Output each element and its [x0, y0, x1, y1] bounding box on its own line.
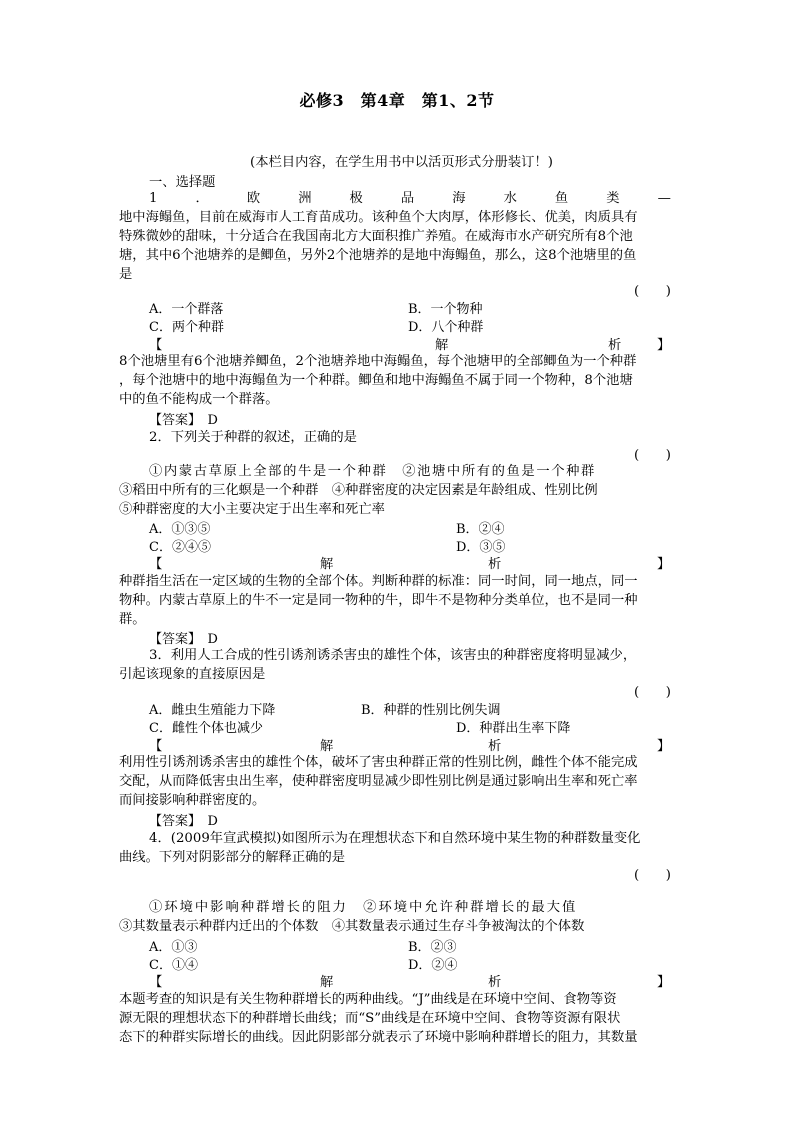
q2-stem: 2．下列关于种群的叙述，正确的是 — [149, 430, 357, 445]
q2-explanation-3: 群。 — [119, 612, 146, 627]
q2-option-b: B．②④ — [456, 522, 505, 537]
q1-option-c: C．两个种群 — [149, 320, 224, 335]
section-heading: 一、选择题 — [149, 175, 216, 190]
q1-answer-bracket: ( ) — [634, 284, 671, 299]
q1-explanation-1: 8个池塘里有6个池塘养鲫鱼，2个池塘养地中海鳎鱼，每个池塘甲的全部鲫鱼为一个种群 — [119, 354, 637, 369]
q1-explanation-2: ，每个池塘中的地中海鳎鱼为一个种群。鲫鱼和地中海鳎鱼不属于同一个物种，8个池塘 — [119, 373, 633, 388]
q4-explanation-1: 本题考查的知识是有关生物种群增长的两种曲线。“J”曲线是在环境中空间、食物等资 — [119, 992, 617, 1007]
q1-line-2: 地中海鳎鱼，目前在威海市人工育苗成功。该种鱼个大肉厚，体形修长、优美，肉质具有 — [119, 210, 638, 225]
q3-stem-1: 3．利用人工合成的性引诱剂诱杀害虫的雄性个体，该害虫的种群密度将明显减少， — [149, 648, 637, 663]
q2-statement-1: ①内蒙古草原上全部的牛是一个种群 ②池塘中所有的鱼是一个种群 — [149, 464, 596, 479]
q1-option-a: A．一个群落 — [149, 302, 224, 317]
q1-line-3: 特殊微妙的甜味，十分适合在我国南北方大面积推广养殖。在威海市水产研究所有8个池 — [119, 229, 633, 244]
q1-line-5: 是 — [119, 267, 133, 282]
q2-statement-3: ⑤种群密度的大小主要决定于出生率和死亡率 — [119, 502, 385, 517]
binding-note: (本栏目内容，在学生用书中以活页形式分册装订！) — [250, 155, 553, 170]
q2-statement-2: ③稻田中所有的三化螟是一个种群 ④种群密度的决定因素是年龄组成、性别比例 — [119, 483, 598, 498]
q1-option-b: B．一个物种 — [408, 302, 483, 317]
q4-stem-1: 4．(2009年宣武模拟)如图所示为在理想状态下和自然环境中某生物的种群数量变化 — [149, 831, 641, 846]
q3-option-b: B．种群的性别比例失调 — [361, 703, 501, 718]
q1-line-4: 塘，其中6个池塘养的是鲫鱼，另外2个池塘养的是地中海鳎鱼，那么，这8个池塘里的鱼 — [119, 248, 637, 263]
q3-explanation-2: 交配，从而降低害虫出生率，使种群密度明显减少即性别比例是通过影响出生率和死亡率 — [119, 774, 638, 789]
q3-option-a: A．雌虫生殖能力下降 — [149, 703, 276, 718]
q4-option-b: B．②③ — [408, 940, 457, 955]
q2-explanation-1: 种群指生活在一定区域的生物的全部个体。判断种群的标准：同一时间，同一地点，同一 — [119, 574, 638, 589]
q2-option-c: C．②④⑤ — [149, 540, 211, 555]
q2-explanation-2: 物种。内蒙古草原上的牛不一定是同一物种的牛，即牛不是物种分类单位，也不是同一种 — [119, 593, 638, 608]
q2-answer: 【答案】 D — [149, 632, 218, 647]
document-page: 必修3 第4章 第1、2节 (本栏目内容，在学生用书中以活页形式分册装订！) 一、选择题 1 ． 欧 洲 极 品 海 水 鱼 类 — 地中海鳎鱼，目前在威海市人工育苗成功。该种鱼个大肉厚，体形修长、优美，肉质具有 特殊微妙的甜味，十分适合在我国南北方大面积推广养殖。在威海市水产研究所有8个池 塘，其中6个池塘养的是鲫鱼，另外2个池塘养的是地中海鳎鱼，那么，这8个池塘里的鱼 是 ( ) A．一个群落 B．一个物种 C．两个种群 D．八个种群 【 解 析 】 8个池塘里有6个池塘养鲫鱼，2个池塘养地中海鳎鱼，每个池塘甲的全部鲫鱼为一个种群 ，每个池塘中的地中海鳎鱼为一个种群。鲫鱼和地中海鳎鱼不属于同一个物种，8个池塘 中的鱼不能构成一个群落。 【答案】 D 2．下列关于种群的叙述，正确的是 ( ) ①内蒙古草原上全部的牛是一个种群 ②池塘中所有的鱼是一个种群 ③稻田中所有的三化螟是一个种群 ④种群密度的决定因素是年龄组成、性别比例 ⑤种群密度的大小主要决定于出生率和死亡率 A．①③⑤ B．②④ C．②④⑤ D．③⑤ 【 解 析 】 种群指生活在一定区域的生物的全部个体。判断种群的标准：同一时间，同一地点，同一 物种。内蒙古草原上的牛不一定是同一物种的牛，即牛不是物种分类单位，也不是同一种 群。 【答案】 D 3．利用人工合成的性引诱剂诱杀害虫的雄性个体，该害虫的种群密度将明显减少， 引起该现象的直接原因是 ( ) A．雌虫生殖能力下降 B．种群的性别比例失调 C．雌性个体也减少 D．种群出生率下降 【 解 析 】 利用性引诱剂诱杀害虫的雄性个体，破坏了害虫种群正常的性别比例，雌性个体不能完成 交配，从而降低害虫出生率，使种群密度明显减少即性别比例是通过影响出生率和死亡率 而间接影响种群密度的。 【答案】 D 4．(2009年宣武模拟)如图所示为在理想状态下和自然环境中某生物的种群数量变化 曲线。下列对阴影部分的解释正确的是 ( ) ①环境中影响种群增长的阻力 ②环境中允许种群增长的最大值 ③其数量表示种群内迁出的个体数 ④其数量表示通过生存斗争被淘汰的个体数 A．①③ B．②③ C．①④ D．②④ 【 解 析 】 本题考查的知识是有关生物种群增长的两种曲线。“J”曲线是在环境中空间、食物等资 源无限的理想状态下的种群增长曲线；而“S”曲线是在环境中空间、食物等资源有限状 态下的种群实际增长的曲线。因此阴影部分就表示了环境中影响种群增长的阻力，其数量 — [0, 0, 794, 1123]
q1-option-d: D．八个种群 — [408, 320, 484, 335]
q4-explanation-3: 态下的种群实际增长的曲线。因此阴影部分就表示了环境中影响种群增长的阻力，其数量 — [119, 1030, 638, 1045]
q2-answer-bracket: ( ) — [634, 448, 671, 463]
q3-explanation-3: 而间接影响种群密度的。 — [119, 793, 266, 808]
q4-option-c: C．①④ — [149, 958, 198, 973]
q4-stem-2: 曲线。下列对阴影部分的解释正确的是 — [119, 850, 346, 865]
q4-explanation-2: 源无限的理想状态下的种群增长曲线；而“S”曲线是在环境中空间、食物等资源有限状 — [119, 1011, 621, 1026]
q3-option-d: D．种群出生率下降 — [456, 721, 571, 736]
q3-answer-bracket: ( ) — [634, 685, 671, 700]
q2-option-a: A．①③⑤ — [149, 522, 211, 537]
q1-answer: 【答案】 D — [149, 413, 218, 428]
q3-answer: 【答案】 D — [149, 814, 218, 829]
q3-explanation-1: 利用性引诱剂诱杀害虫的雄性个体，破坏了害虫种群正常的性别比例，雌性个体不能完成 — [119, 755, 638, 770]
q4-statement-1: ①环境中影响种群增长的阻力 ②环境中允许种群增长的最大值 — [149, 900, 578, 915]
q2-option-d: D．③⑤ — [456, 540, 506, 555]
q4-option-d: D．②④ — [408, 958, 458, 973]
q4-answer-bracket: ( ) — [634, 868, 671, 883]
q3-stem-2: 引起该现象的直接原因是 — [119, 667, 266, 682]
q1-line-1: 1 ． 欧 洲 极 品 海 水 鱼 类 — — [149, 191, 671, 206]
q3-option-c: C．雌性个体也减少 — [149, 721, 263, 736]
q1-explanation-3: 中的鱼不能构成一个群落。 — [119, 392, 279, 407]
q4-option-a: A．①③ — [149, 940, 198, 955]
page-title: 必修3 第4章 第1、2节 — [299, 91, 495, 110]
q4-statement-2: ③其数量表示种群内迁出的个体数 ④其数量表示通过生存斗争被淘汰的个体数 — [119, 919, 585, 934]
